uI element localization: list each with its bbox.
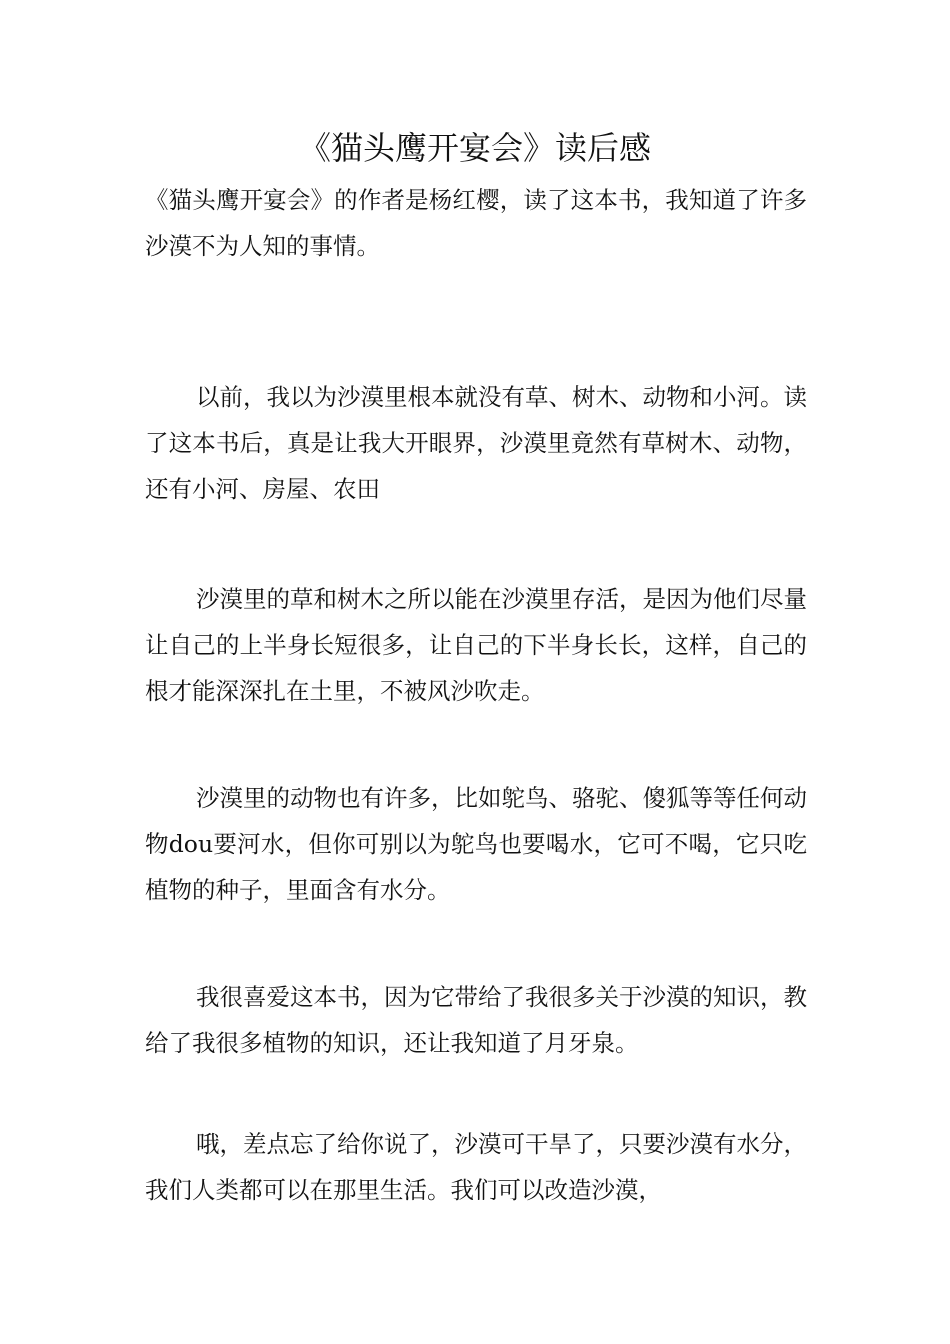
paragraph-love-book: 我很喜爱这本书，因为它带给了我很多关于沙漠的知识，教给了我很多植物的知识，还让我知道了月牙泉。	[145, 983, 807, 1057]
paragraph-plants: 沙漠里的草和树木之所以能在沙漠里存活，是因为他们尽量让自己的上半身长短很多，让自己的下半身长长，这样，自己的根才能深深扎在土里，不被风沙吹走。	[145, 585, 807, 705]
paragraph-intro: 《猫头鹰开宴会》的作者是杨红樱，读了这本书，我知道了许多沙漠不为人知的事情。	[145, 186, 807, 260]
paragraph-before-reading: 以前，我以为沙漠里根本就没有草、树木、动物和小河。读了这本书后，真是让我大开眼界，沙漠里竟然有草树木、动物，还有小河、房屋、农田	[145, 383, 807, 503]
paragraph-desert-water: 哦，差点忘了给你说了，沙漠可干旱了，只要沙漠有水分，我们人类都可以在那里生活。我们可以改造沙漠，	[145, 1130, 807, 1204]
document-title: 《猫头鹰开宴会》读后感	[298, 129, 651, 167]
paragraph-animals: 沙漠里的动物也有许多，比如鸵鸟、骆驼、傻狐等等任何动物dou要河水，但你可别以为鸵鸟也要喝水，它可不喝，它只吃植物的种子，里面含有水分。	[145, 784, 807, 904]
